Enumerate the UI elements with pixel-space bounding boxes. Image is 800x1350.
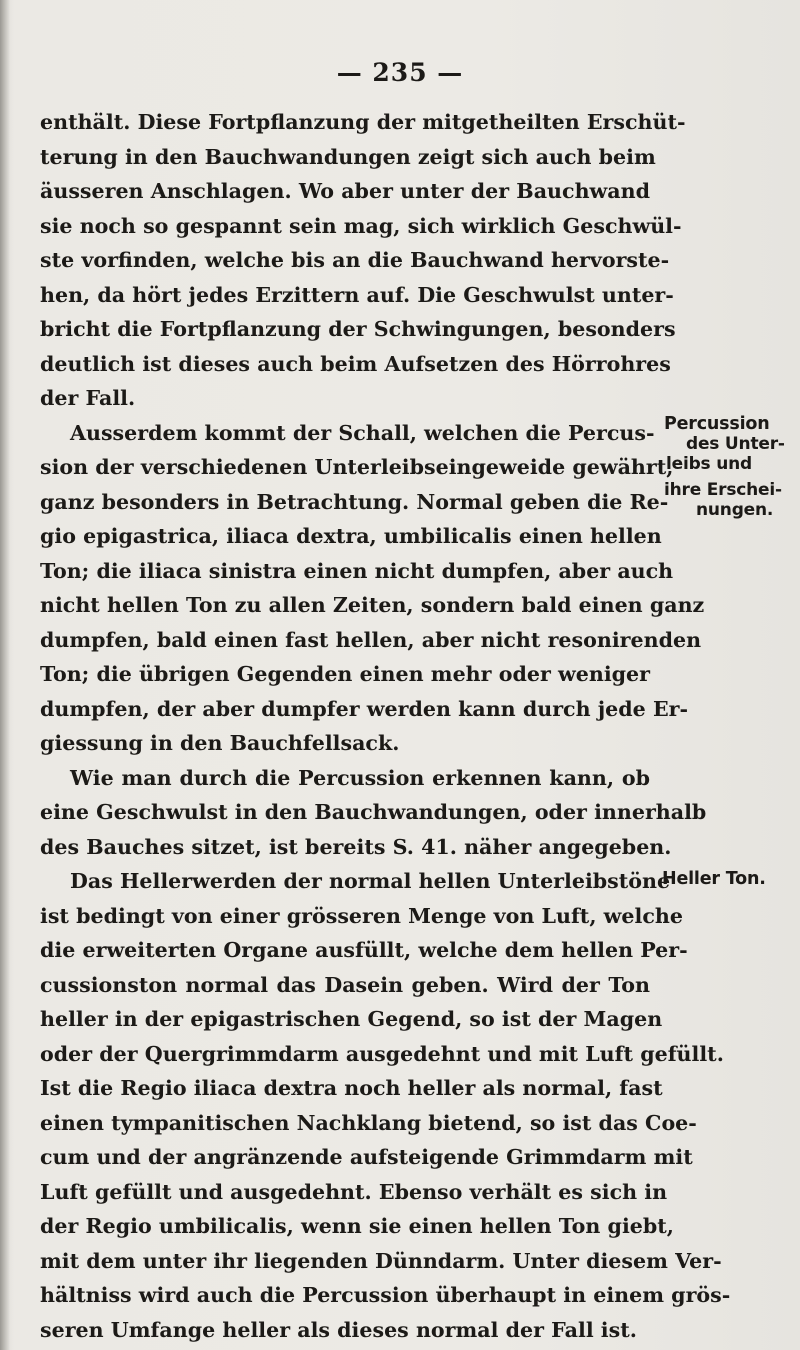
text-line: bricht die Fortpflanzung der Schwingungen, besonders	[40, 317, 676, 341]
text-line: cum und der angränzende aufsteigende Grimmdarm mit	[40, 1145, 693, 1169]
text-line: des Bauches sitzet, ist bereits S. 41. näher angegeben.	[40, 835, 672, 859]
text-line: hen, da hört jedes Erzittern auf. Die Geschwulst unter-	[40, 283, 674, 307]
text-line: seren Umfange heller als dieses normal der Fall ist.	[40, 1318, 637, 1342]
text-line: Ton; die übrigen Gegenden einen mehr oder weniger	[40, 662, 650, 686]
text-line: mit dem unter ihr liegenden Dünndarm. Unter diesem Ver-	[40, 1249, 722, 1273]
text-line: heller in der epigastrischen Gegend, so ist der Magen	[40, 1007, 663, 1031]
text-line: gio epigastrica, iliaca dextra, umbilicalis einen hellen	[40, 524, 662, 548]
margin-note-line: nungen.	[696, 500, 774, 520]
text-line: enthält. Diese Fortpflanzung der mitgetheilten Erschüt-	[40, 110, 686, 134]
text-line: terung in den Bauchwandungen zeigt sich auch beim	[40, 145, 656, 169]
margin-note-line: Percussion	[664, 414, 770, 434]
text-line: Das Hellerwerden der normal hellen Unterleibstöne	[70, 869, 671, 893]
text-line: Ist die Regio iliaca dextra noch heller als normal, fast	[40, 1076, 663, 1100]
text-line: Ton; die iliaca sinistra einen nicht dumpfen, aber auch	[40, 559, 674, 583]
text-line: einen tympanitischen Nachklang bietend, so ist das Coe-	[40, 1111, 697, 1135]
text-line: ste vorfinden, welche bis an die Bauchwand hervorste-	[40, 248, 670, 272]
text-line: nicht hellen Ton zu allen Zeiten, sondern bald einen ganz	[40, 593, 705, 617]
text-line: dumpfen, der aber dumpfer werden kann durch jede Er-	[40, 697, 689, 721]
text-line: oder der Quergrimmdarm ausgedehnt und mit Luft gefüllt.	[40, 1042, 724, 1066]
text-line: sion der verschiedenen Unterleibseingeweide gewährt,	[40, 455, 674, 479]
text-line: ganz besonders in Betrachtung. Normal geben die Re-	[40, 490, 669, 514]
margin-note-line: leibs und	[666, 454, 752, 474]
text-line: äusseren Anschlagen. Wo aber unter der Bauchwand	[40, 179, 650, 203]
text-line: dumpfen, bald einen fast hellen, aber nicht resonirenden	[40, 628, 702, 652]
text-line: cussionston normal das Dasein geben. Wird der Ton	[40, 973, 650, 997]
text-line: giessung in den Bauchfellsack.	[40, 731, 400, 755]
text-line: ist bedingt von einer grösseren Menge von Luft, welche	[40, 904, 683, 928]
margin-note-line: ihre Erschei-	[664, 480, 782, 500]
text-line: der Regio umbilicalis, wenn sie einen hellen Ton giebt,	[40, 1214, 674, 1238]
text-line: sie noch so gespannt sein mag, sich wirklich Geschwül-	[40, 214, 682, 238]
text-line: deutlich ist dieses auch beim Aufsetzen des Hörrohres	[40, 352, 671, 376]
binding-shadow	[0, 0, 10, 1350]
text-line: der Fall.	[40, 386, 136, 410]
text-line: hältniss wird auch die Percussion überhaupt in einem grös-	[40, 1283, 731, 1307]
text-line: eine Geschwulst in den Bauchwandungen, oder innerhalb	[40, 800, 707, 824]
margin-note-line: des Unter-	[686, 434, 785, 454]
text-line: Wie man durch die Percussion erkennen kann, ob	[70, 766, 650, 790]
margin-note-heller-ton: Heller Ton.	[662, 869, 766, 889]
text-line: Ausserdem kommt der Schall, welchen die Percus-	[70, 421, 655, 445]
page-number: — 235 —	[336, 58, 464, 87]
text-line: Luft gefüllt und ausgedehnt. Ebenso verhält es sich in	[40, 1180, 668, 1204]
text-line: die erweiterten Organe ausfüllt, welche dem hellen Per-	[40, 938, 688, 962]
